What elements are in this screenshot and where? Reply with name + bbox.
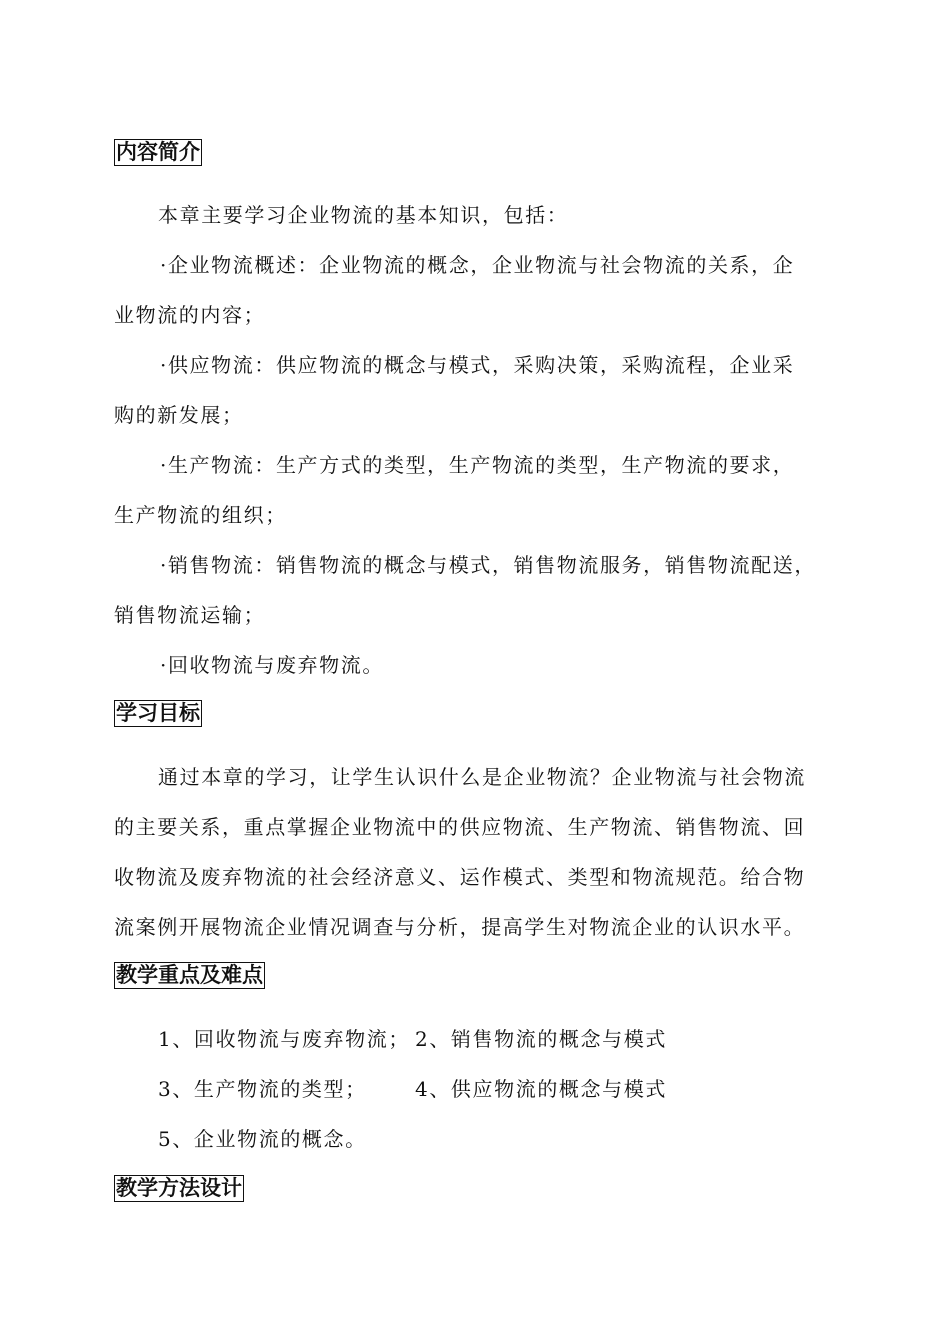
intro-item-4-line-1: ·销售物流：销售物流的概念与模式，销售物流服务，销售物流配送，	[160, 553, 816, 577]
objectives-line-3: 收物流及废弃物流的社会经济意义、运作模式、类型和物流规范。给合物	[114, 865, 806, 889]
intro-item-2-line-2: 购的新发展；	[114, 403, 244, 427]
keypoint-1: 1、回收物流与废弃物流；	[158, 1027, 410, 1051]
keypoint-2: 2、销售物流的概念与模式	[415, 1027, 667, 1051]
intro-lead: 本章主要学习企业物流的基本知识，包括：	[158, 203, 569, 227]
intro-item-3-line-1: ·生产物流：生产方式的类型，生产物流的类型，生产物流的要求，	[160, 453, 795, 477]
objectives-line-2: 的主要关系，重点掌握企业物流中的供应物流、生产物流、销售物流、回	[114, 815, 806, 839]
intro-item-4-line-2: 销售物流运输；	[114, 603, 266, 627]
intro-item-2-line-1: ·供应物流：供应物流的概念与模式，采购决策，采购流程，企业采	[160, 353, 795, 377]
section-heading-objectives: 学习目标	[116, 701, 200, 725]
intro-item-1-line-1: ·企业物流概述：企业物流的概念，企业物流与社会物流的关系，企	[160, 253, 795, 277]
intro-item-1-line-2: 业物流的内容；	[114, 303, 266, 327]
intro-item-5-line-1: ·回收物流与废弃物流。	[160, 653, 384, 677]
intro-item-3-line-2: 生产物流的组织；	[114, 503, 287, 527]
section-heading-keypoints: 教学重点及难点	[116, 963, 263, 987]
objectives-line-1: 通过本章的学习，让学生认识什么是企业物流？企业物流与社会物流	[158, 765, 806, 789]
keypoint-5: 5、企业物流的概念。	[158, 1127, 367, 1151]
keypoint-3: 3、生产物流的类型；	[158, 1077, 367, 1101]
section-heading-methods: 教学方法设计	[116, 1176, 242, 1200]
objectives-line-4: 流案例开展物流企业情况调查与分析，提高学生对物流企业的认识水平。	[114, 915, 806, 939]
section-heading-intro: 内容简介	[116, 140, 200, 164]
keypoint-4: 4、供应物流的概念与模式	[415, 1077, 667, 1101]
